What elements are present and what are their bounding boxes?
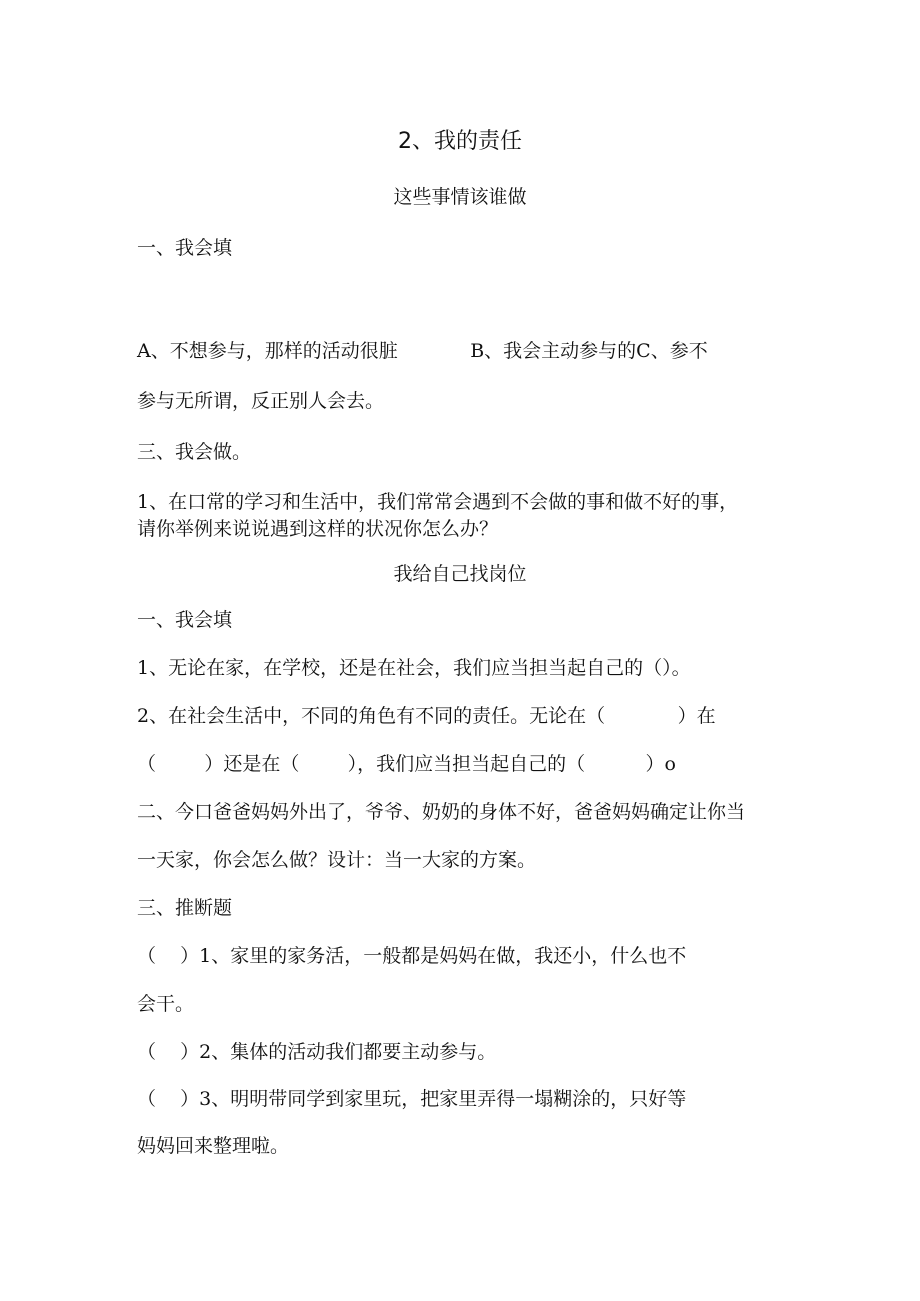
part-2-line-1: 二、今口爸爸妈妈外出了，爷爷、奶奶的身体不好，爸爸妈妈确定让你当 xyxy=(137,801,746,823)
fill-question-1: 1、无论在家，在学校，还是在社会，我们应当担当起自己的（）。 xyxy=(137,657,691,679)
options-line-1: A、不想参与，那样的活动很脏 B、我会主动参与的C、参不 xyxy=(137,340,708,362)
fill-question-2-line-2: （ ）还是在（ ），我们应当担当起自己的（ ）o xyxy=(137,753,676,775)
judge-item-2: （ ）2、集体的活动我们都要主动参与。 xyxy=(137,1041,497,1063)
judge-item-3-line-1: （ ）3、明明带同学到家里玩，把家里弄得一塌糊涂的，只好等 xyxy=(137,1088,687,1110)
question-line-2: 请你举例来说说遇到这样的状况你怎么办？ xyxy=(137,518,499,540)
judge-item-1-line-1: （ ）1、家里的家务活，一般都是妈妈在做，我还小，什么也不 xyxy=(137,945,687,967)
judge-item-1-line-2: 会干。 xyxy=(137,993,195,1015)
part-label-judgement: 三、推断题 xyxy=(137,897,233,919)
section-heading-who-should-do: 这些事情该谁做 xyxy=(393,186,527,208)
judge-item-3-line-2: 妈妈回来整理啦。 xyxy=(137,1135,290,1157)
part-2-line-2: 一天家，你会怎么做？设计：当一大家的方案。 xyxy=(137,849,537,871)
part-label-i-can-do: 三、我会做。 xyxy=(137,441,252,463)
question-line-1: 1、在口常的学习和生活中，我们常常会遇到不会做的事和做不好的事， xyxy=(137,491,739,513)
page-title: 2、我的责任 xyxy=(398,129,522,154)
part-label-fill-in: 一、我会填 xyxy=(137,237,233,259)
options-line-2: 参与无所谓，反正别人会去。 xyxy=(137,390,385,412)
section-heading-find-my-post: 我给自己找岗位 xyxy=(393,563,527,585)
part-label-fill-in-2: 一、我会填 xyxy=(137,609,233,631)
fill-question-2-line-1: 2、在社会生活中，不同的角色有不同的责任。无论在（ ）在 xyxy=(137,705,716,727)
